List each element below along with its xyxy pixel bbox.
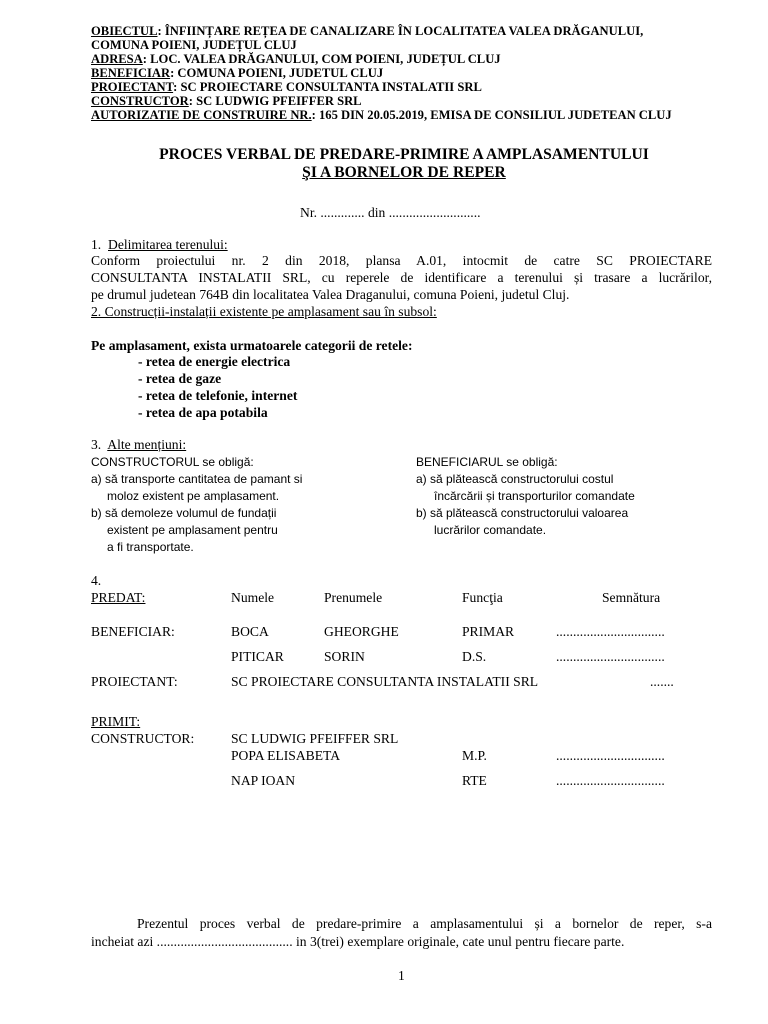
constructor-label: CONSTRUCTOR (91, 94, 189, 108)
header-constructor (91, 95, 362, 109)
section3-title: Alte mențiuni: (107, 437, 187, 452)
constructor-text: : SC LUDWIG PFEIFFER SRL (188, 94, 362, 108)
title-line1: PROCES VERBAL DE PREDARE-PRIMIRE A AMPLASAMENTULUI (159, 146, 649, 163)
beneficiar-obligation-line: a) să plătească constructorului costul (416, 472, 614, 486)
section4-num: 4. (91, 573, 102, 588)
signature-line: ................................ (556, 773, 665, 788)
signatory-name: NAP IOAN (231, 773, 296, 788)
header-adresa (91, 53, 501, 67)
constructor-obligation-line: existent pe amplasament pentru (107, 523, 278, 537)
signature-line: ................................ (556, 624, 665, 639)
header-autorizatie (91, 109, 672, 123)
proiectant-role-label: PROIECTANT: (91, 674, 178, 689)
closing-line: incheiat azi ........................................ in 3(trei) exemplare originale, cate unul pentru fiecare parte. (91, 934, 625, 949)
header-proiectant (91, 81, 482, 95)
document-title-2 (0, 164, 768, 182)
column-functia: Funcţia (462, 590, 503, 605)
constructor-role-label: CONSTRUCTOR: (91, 731, 195, 746)
section1-line: Conform proiectului nr. 2 din 2018, plansa A.01, intocmit de catre SC PROIECTARE (91, 253, 712, 268)
network-item: - retea de telefonie, internet (138, 388, 298, 403)
column-semnatura: Semnătura (602, 590, 661, 605)
adresa-text: : LOC. VALEA DRĂGANULUI, COM POIENI, JUDEȚUL CLUJ (142, 52, 501, 66)
signatory-function: M.P. (462, 748, 487, 763)
network-item: - retea de gaze (138, 371, 222, 386)
constructor-obligation-line: a fi transportate. (107, 540, 194, 554)
obiectul-text: : ÎNFIINȚARE REȚEA DE CANALIZARE ÎN LOCALITATEA VALEA DRĂGANULUI, (157, 24, 644, 38)
signature-line: ....... (650, 674, 674, 689)
beneficiar-role-label: BENEFICIAR: (91, 624, 175, 639)
signatory-name: BOCA (231, 624, 269, 639)
header-beneficiar (91, 67, 383, 81)
obiectul-text-cont: COMUNA POIENI, JUDEȚUL CLUJ (91, 38, 297, 52)
adresa-label: ADRESA (91, 52, 143, 66)
nr-line: Nr. ............. din ........................... (300, 205, 481, 220)
constructor-obligations-title: CONSTRUCTORUL se obligă: (91, 455, 254, 469)
autorizatie-label: AUTORIZATIE DE CONSTRUIRE NR. (91, 108, 312, 122)
network-item: - retea de energie electrica (138, 354, 291, 369)
column-prenumele: Prenumele (324, 590, 383, 605)
section2-heading: 2. Construcții-instalații existente pe amplasament sau în subsol: (91, 304, 437, 319)
section1-line: pe drumul judetean 764B din localitatea Valea Draganului, comuna Poieni, judetul Cluj. (91, 287, 570, 302)
constructor-obligation-line: a) să transporte cantitatea de pamant si (91, 472, 303, 486)
signatory-name: POPA ELISABETA (231, 748, 341, 763)
signatory-function: RTE (462, 773, 487, 788)
signatory-function: PRIMAR (462, 624, 515, 639)
title-line2: ŞI A BORNELOR DE REPER (302, 164, 506, 181)
page-number: 1 (398, 968, 405, 983)
constructor-company: SC LUDWIG PFEIFFER SRL (231, 731, 399, 746)
beneficiar-obligation-line: lucrărilor comandate. (434, 523, 547, 537)
beneficiar-label: BENEFICIAR (91, 66, 171, 80)
column-numele: Numele (231, 590, 275, 605)
section1-heading (91, 237, 228, 253)
section1-num: 1. (91, 237, 102, 252)
document-title (0, 146, 768, 164)
section1-title: Delimitarea terenului: (108, 237, 228, 252)
signature-line: ................................ (556, 649, 665, 664)
section3-heading (91, 437, 186, 453)
header-obiectul-cont (91, 39, 297, 53)
signatory-name: PITICAR (231, 649, 284, 664)
proiectant-company: SC PROIECTARE CONSULTANTA INSTALATII SRL (231, 674, 539, 689)
autorizatie-text: : 165 DIN 20.05.2019, EMISA DE CONSILIUL JUDETEAN CLUJ (311, 108, 672, 122)
predat-label: PREDAT: (91, 590, 146, 605)
beneficiar-obligation-line: b) să plătească constructorului valoarea (416, 506, 629, 520)
beneficiar-obligations-title: BENEFICIARUL se obligă: (416, 455, 558, 469)
obiectul-label: OBIECTUL (91, 24, 158, 38)
section2-intro: Pe amplasament, exista urmatoarele categorii de retele: (91, 338, 413, 353)
constructor-obligation-line: b) să demoleze volumul de fundații (91, 506, 277, 520)
proiectant-label: PROIECTANT (91, 80, 174, 94)
constructor-obligation-line: moloz existent pe amplasament. (107, 489, 280, 503)
proiectant-text: : SC PROIECTARE CONSULTANTA INSTALATII SRL (173, 80, 482, 94)
network-item: - retea de apa potabila (138, 405, 268, 420)
primit-label: PRIMIT: (91, 714, 141, 729)
section3-num: 3. (91, 437, 102, 452)
signatory-first-name: GHEORGHE (324, 624, 399, 639)
closing-line: Prezentul proces verbal de predare-primire a amplasamentului și a bornelor de reper, s-a (137, 916, 712, 931)
section1-line: CONSULTANTA INSTALATII SRL, cu reperele de identificare a terenului și trasare a lucrărilor, (91, 270, 712, 285)
beneficiar-obligation-line: încărcării și transporturilor comandate (434, 489, 635, 503)
header-obiectul (91, 25, 643, 39)
signatory-function: D.S. (462, 649, 487, 664)
signature-line: ................................ (556, 748, 665, 763)
signatory-first-name: SORIN (324, 649, 365, 664)
beneficiar-text: : COMUNA POIENI, JUDETUL CLUJ (170, 66, 384, 80)
